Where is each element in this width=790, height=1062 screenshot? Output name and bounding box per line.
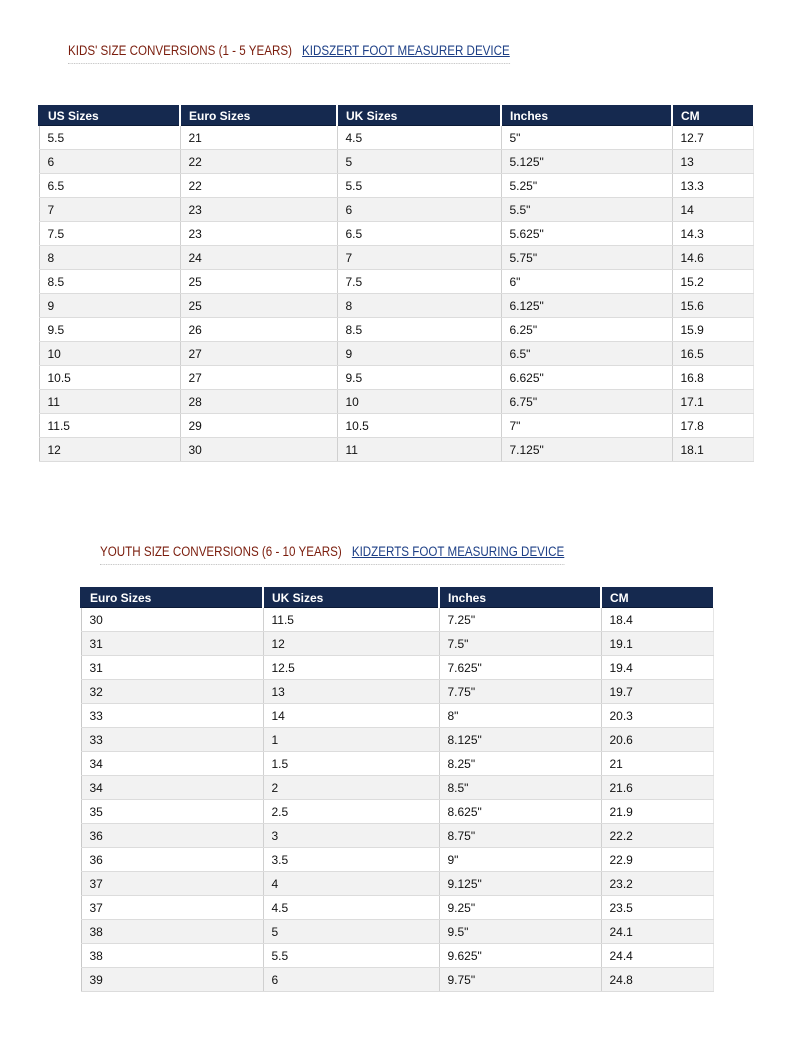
table-cell: 14 bbox=[263, 704, 439, 728]
table-row bbox=[39, 174, 753, 198]
table-cell: 3.5 bbox=[263, 848, 439, 872]
table-cell: 11 bbox=[337, 438, 501, 462]
table-cell: 14.6 bbox=[672, 246, 753, 270]
column-header: UK Sizes bbox=[263, 587, 439, 608]
table-cell: 8.25" bbox=[439, 752, 601, 776]
table-cell: 36 bbox=[81, 848, 263, 872]
column-header: Inches bbox=[501, 105, 672, 126]
table-cell: 10 bbox=[337, 390, 501, 414]
column-header: CM bbox=[601, 587, 713, 608]
kids-size-table bbox=[38, 105, 754, 462]
table-cell: 5.5" bbox=[501, 198, 672, 222]
table-cell: 13.3 bbox=[672, 174, 753, 198]
table-cell: 15.6 bbox=[672, 294, 753, 318]
table-row bbox=[81, 632, 713, 656]
table-cell: 21 bbox=[180, 126, 337, 150]
kids-size-heading bbox=[68, 43, 510, 64]
table-cell: 11.5 bbox=[39, 414, 180, 438]
table-row bbox=[39, 414, 753, 438]
table-cell: 8.5 bbox=[337, 318, 501, 342]
table-cell: 7.5 bbox=[337, 270, 501, 294]
table-row bbox=[81, 896, 713, 920]
table-cell: 23.5 bbox=[601, 896, 713, 920]
table-row bbox=[39, 150, 753, 174]
table-cell: 6 bbox=[337, 198, 501, 222]
table-cell: 38 bbox=[81, 944, 263, 968]
table-cell: 11 bbox=[39, 390, 180, 414]
table-cell: 10.5 bbox=[39, 366, 180, 390]
table-cell: 9.75" bbox=[439, 968, 601, 992]
youth-size-heading bbox=[100, 544, 564, 565]
table-cell: 5" bbox=[501, 126, 672, 150]
table-cell: 23.2 bbox=[601, 872, 713, 896]
table-cell: 9.625" bbox=[439, 944, 601, 968]
table-row bbox=[81, 920, 713, 944]
table-cell: 11.5 bbox=[263, 608, 439, 632]
table-row bbox=[81, 824, 713, 848]
table-row bbox=[81, 704, 713, 728]
table-cell: 5.25" bbox=[501, 174, 672, 198]
table-row bbox=[39, 198, 753, 222]
table-cell: 37 bbox=[81, 896, 263, 920]
table-cell: 8.125" bbox=[439, 728, 601, 752]
table-cell: 7.125" bbox=[501, 438, 672, 462]
table-row bbox=[81, 752, 713, 776]
table-cell: 5.5 bbox=[263, 944, 439, 968]
column-header: Inches bbox=[439, 587, 601, 608]
table-cell: 6 bbox=[263, 968, 439, 992]
table-cell: 18.4 bbox=[601, 608, 713, 632]
table-cell: 8" bbox=[439, 704, 601, 728]
table-cell: 31 bbox=[81, 656, 263, 680]
column-header: CM bbox=[672, 105, 753, 126]
table-cell: 6" bbox=[501, 270, 672, 294]
table-row bbox=[39, 222, 753, 246]
table-row bbox=[39, 294, 753, 318]
table-cell: 3 bbox=[263, 824, 439, 848]
table-cell: 37 bbox=[81, 872, 263, 896]
table-row bbox=[81, 608, 713, 632]
table-cell: 36 bbox=[81, 824, 263, 848]
table-row bbox=[81, 776, 713, 800]
table-cell: 4 bbox=[263, 872, 439, 896]
table-cell: 22 bbox=[180, 174, 337, 198]
table-cell: 14.3 bbox=[672, 222, 753, 246]
table-cell: 22.2 bbox=[601, 824, 713, 848]
table-cell: 24.1 bbox=[601, 920, 713, 944]
table-cell: 2.5 bbox=[263, 800, 439, 824]
table-cell: 29 bbox=[180, 414, 337, 438]
table-cell: 30 bbox=[81, 608, 263, 632]
table-cell: 5.125" bbox=[501, 150, 672, 174]
table-cell: 7" bbox=[501, 414, 672, 438]
table-cell: 7 bbox=[337, 246, 501, 270]
table-cell: 22 bbox=[180, 150, 337, 174]
table-cell: 5 bbox=[337, 150, 501, 174]
table-row bbox=[81, 872, 713, 896]
table-cell: 39 bbox=[81, 968, 263, 992]
kidszert-device-link[interactable]: KIDSZERT FOOT MEASURER DEVICE bbox=[302, 43, 510, 58]
table-cell: 9 bbox=[337, 342, 501, 366]
table-cell: 1 bbox=[263, 728, 439, 752]
table-cell: 7.625" bbox=[439, 656, 601, 680]
kids-size-title: KIDS' SIZE CONVERSIONS (1 - 5 YEARS) bbox=[68, 43, 292, 58]
table-cell: 23 bbox=[180, 198, 337, 222]
column-header: Euro Sizes bbox=[81, 587, 263, 608]
table-cell: 25 bbox=[180, 270, 337, 294]
table-cell: 9.5 bbox=[337, 366, 501, 390]
table-cell: 5 bbox=[263, 920, 439, 944]
table-cell: 7.75" bbox=[439, 680, 601, 704]
table-cell: 27 bbox=[180, 342, 337, 366]
table-cell: 32 bbox=[81, 680, 263, 704]
column-header: US Sizes bbox=[39, 105, 180, 126]
table-cell: 21 bbox=[601, 752, 713, 776]
table-cell: 24 bbox=[180, 246, 337, 270]
table-cell: 7 bbox=[39, 198, 180, 222]
table-row bbox=[81, 848, 713, 872]
table-cell: 18.1 bbox=[672, 438, 753, 462]
table-cell: 6.5 bbox=[337, 222, 501, 246]
table-cell: 16.8 bbox=[672, 366, 753, 390]
table-row bbox=[39, 390, 753, 414]
table-cell: 25 bbox=[180, 294, 337, 318]
table-cell: 5.75" bbox=[501, 246, 672, 270]
table-cell: 9" bbox=[439, 848, 601, 872]
table-cell: 38 bbox=[81, 920, 263, 944]
kidzerts-device-link[interactable]: KIDZERTS FOOT MEASURING DEVICE bbox=[351, 544, 565, 559]
table-cell: 10 bbox=[39, 342, 180, 366]
table-cell: 21.9 bbox=[601, 800, 713, 824]
table-cell: 14 bbox=[672, 198, 753, 222]
table-header-row bbox=[39, 105, 753, 126]
table-row bbox=[39, 318, 753, 342]
table-cell: 30 bbox=[180, 438, 337, 462]
table-cell: 26 bbox=[180, 318, 337, 342]
table-cell: 28 bbox=[180, 390, 337, 414]
table-cell: 12 bbox=[263, 632, 439, 656]
table-cell: 5.5 bbox=[337, 174, 501, 198]
table-cell: 1.5 bbox=[263, 752, 439, 776]
youth-size-title: YOUTH SIZE CONVERSIONS (6 - 10 YEARS) bbox=[100, 544, 342, 559]
table-cell: 35 bbox=[81, 800, 263, 824]
table-cell: 7.25" bbox=[439, 608, 601, 632]
column-header: UK Sizes bbox=[337, 105, 501, 126]
table-row bbox=[81, 944, 713, 968]
table-cell: 9.25" bbox=[439, 896, 601, 920]
table-cell: 13 bbox=[263, 680, 439, 704]
table-cell: 12 bbox=[39, 438, 180, 462]
table-row bbox=[81, 680, 713, 704]
table-cell: 12.5 bbox=[263, 656, 439, 680]
table-cell: 6 bbox=[39, 150, 180, 174]
table-cell: 20.6 bbox=[601, 728, 713, 752]
table-cell: 16.5 bbox=[672, 342, 753, 366]
table-cell: 20.3 bbox=[601, 704, 713, 728]
table-cell: 15.2 bbox=[672, 270, 753, 294]
table-cell: 15.9 bbox=[672, 318, 753, 342]
table-row bbox=[81, 800, 713, 824]
table-cell: 8.5" bbox=[439, 776, 601, 800]
table-cell: 21.6 bbox=[601, 776, 713, 800]
table-cell: 22.9 bbox=[601, 848, 713, 872]
table-cell: 10.5 bbox=[337, 414, 501, 438]
table-cell: 6.625" bbox=[501, 366, 672, 390]
table-cell: 27 bbox=[180, 366, 337, 390]
table-cell: 24.8 bbox=[601, 968, 713, 992]
table-cell: 8.5 bbox=[39, 270, 180, 294]
table-cell: 9.125" bbox=[439, 872, 601, 896]
table-cell: 13 bbox=[672, 150, 753, 174]
table-cell: 8.75" bbox=[439, 824, 601, 848]
table-row bbox=[39, 126, 753, 150]
table-row bbox=[39, 438, 753, 462]
table-row bbox=[81, 728, 713, 752]
table-cell: 8.625" bbox=[439, 800, 601, 824]
table-cell: 7.5 bbox=[39, 222, 180, 246]
table-cell: 6.25" bbox=[501, 318, 672, 342]
table-cell: 17.1 bbox=[672, 390, 753, 414]
table-cell: 17.8 bbox=[672, 414, 753, 438]
table-cell: 9.5 bbox=[39, 318, 180, 342]
table-cell: 19.7 bbox=[601, 680, 713, 704]
table-cell: 2 bbox=[263, 776, 439, 800]
table-cell: 23 bbox=[180, 222, 337, 246]
table-row bbox=[39, 270, 753, 294]
table-cell: 6.125" bbox=[501, 294, 672, 318]
table-cell: 19.1 bbox=[601, 632, 713, 656]
table-cell: 4.5 bbox=[263, 896, 439, 920]
table-cell: 7.5" bbox=[439, 632, 601, 656]
table-cell: 6.5" bbox=[501, 342, 672, 366]
table-cell: 8 bbox=[337, 294, 501, 318]
table-cell: 5.625" bbox=[501, 222, 672, 246]
table-cell: 4.5 bbox=[337, 126, 501, 150]
column-header: Euro Sizes bbox=[180, 105, 337, 126]
table-cell: 8 bbox=[39, 246, 180, 270]
table-cell: 24.4 bbox=[601, 944, 713, 968]
table-cell: 33 bbox=[81, 728, 263, 752]
table-cell: 34 bbox=[81, 776, 263, 800]
table-row bbox=[39, 342, 753, 366]
table-row bbox=[81, 968, 713, 992]
table-cell: 12.7 bbox=[672, 126, 753, 150]
table-cell: 6.5 bbox=[39, 174, 180, 198]
table-cell: 19.4 bbox=[601, 656, 713, 680]
table-row bbox=[39, 246, 753, 270]
table-cell: 9 bbox=[39, 294, 180, 318]
table-cell: 9.5" bbox=[439, 920, 601, 944]
youth-size-table bbox=[80, 587, 714, 992]
table-cell: 5.5 bbox=[39, 126, 180, 150]
table-cell: 6.75" bbox=[501, 390, 672, 414]
table-row bbox=[81, 656, 713, 680]
table-cell: 34 bbox=[81, 752, 263, 776]
table-header-row bbox=[81, 587, 713, 608]
table-row bbox=[39, 366, 753, 390]
table-cell: 33 bbox=[81, 704, 263, 728]
table-cell: 31 bbox=[81, 632, 263, 656]
